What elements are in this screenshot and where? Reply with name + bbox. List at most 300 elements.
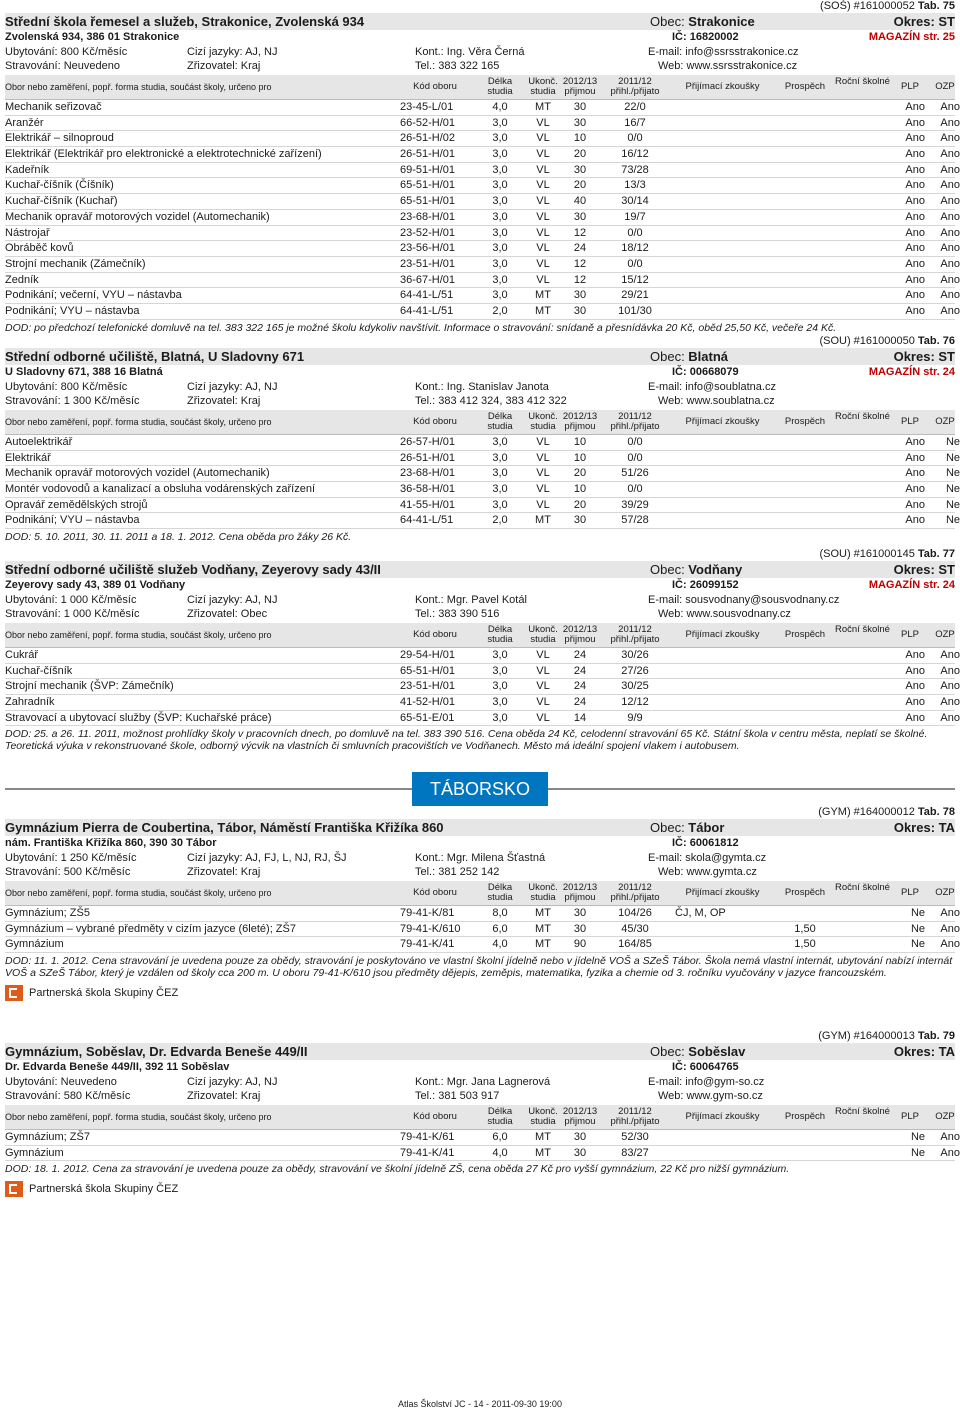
school-ref: (SOU) #161000050 Tab. 76 <box>819 335 955 347</box>
table-cell: Ano <box>940 922 960 935</box>
table-cell: 0/0 <box>627 436 643 448</box>
table-row <box>5 906 960 922</box>
table-cell: Ano <box>940 938 960 951</box>
table-cell: 29-54-H/01 <box>400 649 456 661</box>
school-address: nám. Františka Křižíka 860, 390 30 Tábor <box>5 837 217 849</box>
column-header: 2011/12 přihl./přijato <box>610 76 660 97</box>
accommodation: Ubytování: 1 250 Kč/měsíc <box>5 852 137 864</box>
partner-badge <box>5 1180 955 1198</box>
table-row <box>5 498 960 514</box>
languages: Cizí jazyky: AJ, NJ <box>187 46 278 58</box>
table-cell: 10 <box>573 451 587 464</box>
table-cell: Ano <box>940 116 960 129</box>
table-cell: 30 <box>573 1146 587 1159</box>
table-row <box>5 116 960 132</box>
table-cell: Ano <box>940 1131 960 1143</box>
table-cell: Ano <box>940 696 960 709</box>
table-cell: Kadeřník <box>5 163 50 176</box>
table-cell: 22/0 <box>624 101 646 113</box>
table-cell: Ano <box>940 304 960 317</box>
school-title-bar <box>5 13 955 30</box>
school-okres: Okres: TA <box>893 820 955 835</box>
table-cell: 3,0 <box>492 436 508 448</box>
table-cell: 16/12 <box>621 148 649 161</box>
table-number: Tab. 78 <box>917 806 955 818</box>
table-cell: 10 <box>573 483 587 496</box>
table-row <box>5 100 960 116</box>
table-cell: 12 <box>573 257 587 270</box>
school-okres: Okres: ST <box>893 349 955 364</box>
table-row <box>5 210 960 226</box>
table-cell: VL <box>536 711 550 724</box>
contact-person: Kont.: Mgr. Milena Šťastná <box>415 852 546 864</box>
table-row <box>5 1130 960 1146</box>
table-cell: 4,0 <box>492 1146 508 1159</box>
table-cell: 3,0 <box>492 664 508 677</box>
website: Web: www.ssrsstrakonice.cz <box>658 60 798 72</box>
school-obec: Obec: Tábor <box>650 820 725 835</box>
table-cell: 18/12 <box>621 242 649 255</box>
table-cell: Ne <box>945 483 960 496</box>
school-address-bar <box>5 30 955 45</box>
website: Web: www.gym-so.cz <box>658 1090 763 1102</box>
column-header: 2012/13 přijmou <box>562 76 598 97</box>
table-cell: 26-57-H/01 <box>400 436 456 448</box>
table-cell: 15/12 <box>621 273 649 286</box>
column-header: 2012/13 přijmou <box>562 624 598 645</box>
column-header: OZP <box>935 1111 955 1122</box>
school-ico: IČ: 00668079 <box>672 366 739 378</box>
table-cell: 52/30 <box>621 1131 649 1143</box>
table-cell: Ano <box>940 1146 960 1159</box>
accommodation: Ubytování: Neuvedeno <box>5 1076 117 1088</box>
table-cell: Nástrojař <box>5 226 50 239</box>
table-cell: Ano <box>940 711 960 724</box>
column-header: Kód oboru <box>413 887 457 898</box>
table-cell: 3,0 <box>492 116 508 129</box>
table-cell: VL <box>536 664 550 677</box>
school-name: Gymnázium Pierra de Coubertina, Tábor, Náměstí Františka Křižíka 860 <box>5 820 444 835</box>
languages: Cizí jazyky: AJ, NJ <box>187 594 278 606</box>
column-header: Ukonč. studia <box>528 624 558 645</box>
school-note: DOD: po předchozí telefonické domluvě na tel. 383 322 165 je možné školu kdykoliv navštívit. Informace o stravování: snídaně a přesnídávka 20 Kč, oběd 25,50 Kč, večeře 24 Kč. <box>5 321 837 334</box>
column-header: Obor nebo zaměření, popř. forma studia, součást školy, určeno pro <box>5 1112 272 1122</box>
table-cell: 27/26 <box>621 664 649 677</box>
table-cell: 0/0 <box>627 226 643 239</box>
partner-label: Partnerská škola Skupiny ČEZ <box>29 987 179 1000</box>
column-header: Přijímací zkoušky <box>685 629 760 640</box>
table-cell: 24 <box>573 680 587 693</box>
table-cell: VL <box>536 257 550 270</box>
column-header: Ukonč. studia <box>528 76 558 97</box>
column-header: Délka studia <box>487 411 513 432</box>
table-cell: Ne <box>910 1131 925 1143</box>
table-number: Tab. 79 <box>917 1030 955 1042</box>
table-cell: 3,0 <box>492 649 508 661</box>
school-note: DOD: 18. 1. 2012. Cena za stravování je uvedena pouze za obědy, stravování ve školní jídelně ZŠ, cena oběda 27 Kč pro vyšší gymnázium, 22 Kč pro nižší gymnázium. <box>5 1163 790 1176</box>
table-cell: Cukrář <box>5 649 39 661</box>
table-row <box>5 288 960 304</box>
website: Web: www.soublatna.cz <box>658 395 775 407</box>
founder: Zřizovatel: Kraj <box>187 866 261 878</box>
column-header: 2011/12 přihl./přijato <box>610 624 660 645</box>
school-address-bar <box>5 578 955 593</box>
table-cell: 1,50 <box>794 938 816 951</box>
table-cell: 19/7 <box>624 210 646 223</box>
table-cell: VL <box>536 696 550 709</box>
table-cell: 3,0 <box>492 210 508 223</box>
table-cell: Ano <box>905 498 925 511</box>
school-block <box>5 0 960 336</box>
column-header: Ukonč. studia <box>528 1106 558 1127</box>
table-cell: Ano <box>905 179 925 192</box>
school-okres: Okres: ST <box>893 562 955 577</box>
table-cell: Podnikání; VYU – nástavba <box>5 304 140 317</box>
table-cell: 30 <box>573 907 587 919</box>
column-header: Kód oboru <box>413 416 457 427</box>
contact-person: Kont.: Mgr. Pavel Kotál <box>415 594 527 606</box>
table-cell: 30/25 <box>621 680 649 693</box>
school-okres: Okres: TA <box>893 1044 955 1059</box>
table-row <box>5 937 960 953</box>
email: E-mail: info@gym-so.cz <box>648 1076 765 1088</box>
table-cell: 0/0 <box>627 257 643 270</box>
table-cell: 69-51-H/01 <box>400 163 456 176</box>
catering: Stravování: 500 Kč/měsíc <box>5 866 131 878</box>
table-cell: Ano <box>940 132 960 145</box>
table-cell: Ano <box>905 257 925 270</box>
table-cell: 0/0 <box>627 483 643 496</box>
table-cell: VL <box>536 680 550 693</box>
table-cell: 23-68-H/01 <box>400 467 456 480</box>
table-cell: Kuchař-číšník <box>5 664 73 677</box>
school-info-row-1 <box>5 45 955 59</box>
table-cell: 3,0 <box>492 483 508 496</box>
languages: Cizí jazyky: AJ, FJ, L, NJ, RJ, ŠJ <box>187 852 347 864</box>
table-cell: VL <box>536 467 550 480</box>
table-header <box>5 623 955 648</box>
contact-person: Kont.: Ing. Stanislav Janota <box>415 381 549 393</box>
table-cell: Ano <box>940 179 960 192</box>
table-cell: Ne <box>945 467 960 480</box>
table-cell: Ano <box>940 163 960 176</box>
table-cell: Mechanik seřizovač <box>5 101 102 113</box>
table-cell: Ano <box>940 210 960 223</box>
table-cell: 79-41-K/61 <box>400 1131 455 1143</box>
table-cell: 3,0 <box>492 179 508 192</box>
school-note: DOD: 25. a 26. 11. 2011, možnost prohlídky školy v pracovních dnech, po domluvě na tel. 383 390 516. Cena oběda 24 Kč, celodenní stravování 65 Kč. Státní škola v centru města, neplatí se školné. Teoretická výuka v rekonstruované škole, odborný výcvik na vlastních či smluvních pracovištích ve Vodňanech. Město má ideální spojení vlakem i autobusem. <box>5 728 928 753</box>
column-header: PLP <box>901 887 919 898</box>
table-row <box>5 131 960 147</box>
school-obec: Obec: Soběslav <box>650 1044 746 1059</box>
table-cell: 29/21 <box>621 289 649 302</box>
table-cell: MT <box>535 289 551 302</box>
table-cell: 3,0 <box>492 132 508 145</box>
column-header: Roční školné <box>835 76 890 87</box>
table-cell: Ano <box>940 101 960 113</box>
table-cell: VL <box>536 179 550 192</box>
table-cell: 16/7 <box>624 116 646 129</box>
cez-logo-icon <box>5 985 23 1001</box>
table-cell: 64-41-L/51 <box>400 289 454 302</box>
column-header: 2011/12 přihl./přijato <box>610 882 660 903</box>
column-header: Přijímací zkoušky <box>685 416 760 427</box>
table-cell: VL <box>536 649 550 661</box>
table-cell: 36-67-H/01 <box>400 273 456 286</box>
table-cell: 3,0 <box>492 289 508 302</box>
table-cell: 23-68-H/01 <box>400 210 456 223</box>
table-cell: 24 <box>573 696 587 709</box>
email: E-mail: skola@gymta.cz <box>648 852 767 864</box>
table-cell: 26-51-H/01 <box>400 148 456 161</box>
table-cell: 23-52-H/01 <box>400 226 456 239</box>
table-cell: VL <box>536 226 550 239</box>
table-cell: 65-51-H/01 <box>400 179 456 192</box>
table-cell: 101/30 <box>618 304 652 317</box>
table-row <box>5 466 960 482</box>
table-cell: 20 <box>573 498 587 511</box>
school-ref: (SOU) #161000145 Tab. 77 <box>819 548 955 560</box>
table-cell: MT <box>535 922 551 935</box>
table-cell: 66-52-H/01 <box>400 116 456 129</box>
school-ico: IČ: 60061812 <box>672 837 739 849</box>
column-header: Prospěch <box>784 887 826 898</box>
table-cell: 12 <box>573 226 587 239</box>
table-cell: Ne <box>945 451 960 464</box>
table-cell: 79-41-K/81 <box>400 907 455 919</box>
school-okres: Okres: ST <box>893 14 955 29</box>
table-cell: Gymnázium <box>5 938 64 951</box>
column-header: 2011/12 přihl./přijato <box>610 1106 660 1127</box>
column-header: Obor nebo zaměření, popř. forma studia, součást školy, určeno pro <box>5 417 272 427</box>
table-row <box>5 304 960 320</box>
table-row <box>5 679 960 695</box>
website: Web: www.sousvodnany.cz <box>658 608 791 620</box>
table-cell: Ne <box>910 938 925 951</box>
table-cell: VL <box>536 210 550 223</box>
table-cell: 4,0 <box>492 938 508 951</box>
table-cell: Ano <box>905 195 925 208</box>
table-cell: 30 <box>573 210 587 223</box>
table-cell: Podnikání; VYU – nástavba <box>5 514 140 527</box>
table-cell: 3,0 <box>492 195 508 208</box>
table-cell: 3,0 <box>492 242 508 255</box>
column-header: Roční školné <box>835 1106 890 1117</box>
table-cell: Kuchař-číšník (Číšník) <box>5 179 114 192</box>
contact-person: Kont.: Mgr. Jana Lagnerová <box>415 1076 551 1088</box>
table-cell: 9/9 <box>627 711 643 724</box>
school-name: Gymnázium, Soběslav, Dr. Edvarda Beneše 449/II <box>5 1044 308 1059</box>
table-cell: 64-41-L/51 <box>400 304 454 317</box>
table-cell: Mechanik opravář motorových vozidel (Automechanik) <box>5 210 270 223</box>
table-row <box>5 482 960 498</box>
table-cell: Kuchař-číšník (Kuchař) <box>5 195 118 208</box>
obec-label: Obec: <box>650 562 689 577</box>
school-name: Střední škola řemesel a služeb, Strakonice, Zvolenská 934 <box>5 14 365 29</box>
table-cell: 79-41-K/41 <box>400 938 455 951</box>
table-cell: VL <box>536 116 550 129</box>
table-cell: 41-52-H/01 <box>400 696 456 709</box>
table-cell: 26-51-H/01 <box>400 451 456 464</box>
table-cell: VL <box>536 498 550 511</box>
table-cell: Ano <box>940 242 960 255</box>
school-note: DOD: 5. 10. 2011, 30. 11. 2011 a 18. 1. 2012. Cena oběda pro žáky 26 Kč. <box>5 531 352 544</box>
column-header: Délka studia <box>487 624 513 645</box>
obec-label: Obec: <box>650 349 689 364</box>
table-cell: Autoelektrikář <box>5 436 73 448</box>
table-row <box>5 922 960 938</box>
table-cell: Ano <box>905 451 925 464</box>
table-row <box>5 711 960 727</box>
school-block <box>5 806 960 1002</box>
table-cell: Ano <box>940 226 960 239</box>
website: Web: www.gymta.cz <box>658 866 757 878</box>
languages: Cizí jazyky: AJ, NJ <box>187 381 278 393</box>
table-cell: Zedník <box>5 273 39 286</box>
table-row <box>5 147 960 163</box>
table-cell: 65-51-E/01 <box>400 711 455 724</box>
table-cell: Ano <box>905 696 925 709</box>
table-cell: Ano <box>940 907 960 919</box>
table-cell: 10 <box>573 436 587 448</box>
table-number: Tab. 76 <box>917 335 955 347</box>
school-note: DOD: 11. 1. 2012. Cena stravování je uvedena pouze za obědy, stravování je poskytováno ve vlastní školní jídelně nebo v jídelně VOŠ a SZeŠ Tábor. Škola nemá vlastní internát, ubytování nabízí internát VOŠ a SZeŠ Tábor, který je vzdálen od školy cca 200 m. U oboru 79-41-K/610 jsou předměty dějepis, zeměpis, matematika, fyzika a chemie od 3. ročníku vyučovány v jazyce francouzském. <box>5 955 953 980</box>
table-cell: 79-41-K/610 <box>400 922 461 935</box>
column-header: Obor nebo zaměření, popř. forma studia, součást školy, určeno pro <box>5 630 272 640</box>
table-cell: Ne <box>945 498 960 511</box>
table-cell: Podnikání; večerní, VYU – nástavba <box>5 289 182 302</box>
school-info-row-2 <box>5 59 955 73</box>
table-cell: 51/26 <box>621 467 649 480</box>
table-cell: Ano <box>905 680 925 693</box>
founder: Zřizovatel: Kraj <box>187 1090 261 1102</box>
table-cell: Stravovací a ubytovací služby (ŠVP: Kuchařské práce) <box>5 711 272 724</box>
table-cell: Ano <box>940 680 960 693</box>
table-cell: 164/85 <box>618 938 652 951</box>
school-ico: IČ: 26099152 <box>672 579 739 591</box>
catering: Stravování: Neuvedeno <box>5 60 120 72</box>
table-cell: 20 <box>573 179 587 192</box>
table-cell: Ano <box>905 132 925 145</box>
table-cell: 30/26 <box>621 649 649 661</box>
table-cell: VL <box>536 195 550 208</box>
table-cell: VL <box>536 242 550 255</box>
school-ref: (GYM) #164000012 Tab. 78 <box>818 806 955 818</box>
school-title-bar <box>5 819 955 836</box>
table-cell: 2,0 <box>492 304 508 317</box>
founder: Zřizovatel: Obec <box>187 608 268 620</box>
founder: Zřizovatel: Kraj <box>187 60 261 72</box>
table-cell: 20 <box>573 467 587 480</box>
column-header: Přijímací zkoušky <box>685 81 760 92</box>
school-title-bar <box>5 1043 955 1060</box>
table-cell: VL <box>536 273 550 286</box>
partner-badge <box>5 984 955 1002</box>
column-header: Kód oboru <box>413 81 457 92</box>
column-header: Roční školné <box>835 411 890 422</box>
phone: Tel.: 383 412 324, 383 412 322 <box>415 395 567 407</box>
school-block <box>5 335 960 545</box>
table-cell: VL <box>536 436 550 448</box>
table-header <box>5 1105 955 1130</box>
table-cell: 39/29 <box>621 498 649 511</box>
table-cell: Ne <box>910 907 925 919</box>
table-cell: Ano <box>940 148 960 161</box>
table-cell: 3,0 <box>492 148 508 161</box>
page-footer: Atlas Školství JC - 14 - 2011-09-30 19:00 <box>398 1399 562 1409</box>
table-cell: 57/28 <box>621 514 649 527</box>
table-cell: 79-41-K/41 <box>400 1146 455 1159</box>
phone: Tel.: 383 390 516 <box>415 608 500 620</box>
column-header: 2012/13 přijmou <box>562 1106 598 1127</box>
accommodation: Ubytování: 1 000 Kč/měsíc <box>5 594 137 606</box>
table-row <box>5 163 960 179</box>
column-header: Roční školné <box>835 624 890 635</box>
table-cell: Ano <box>905 664 925 677</box>
column-header: 2011/12 přihl./přijato <box>610 411 660 432</box>
table-cell: Obráběč kovů <box>5 242 74 255</box>
column-header: Obor nebo zaměření, popř. forma studia, součást školy, určeno pro <box>5 888 272 898</box>
accommodation: Ubytování: 800 Kč/měsíc <box>5 46 128 58</box>
table-cell: 23-45-L/01 <box>400 101 454 113</box>
table-cell: 14 <box>573 711 587 724</box>
school-address-bar <box>5 365 955 380</box>
phone: Tel.: 381 252 142 <box>415 866 500 878</box>
school-name: Střední odborné učiliště služeb Vodňany, Zeyerovy sady 43/II <box>5 562 381 577</box>
school-block <box>5 1030 960 1198</box>
accommodation: Ubytování: 800 Kč/měsíc <box>5 381 128 393</box>
table-row <box>5 664 960 680</box>
table-cell: 20 <box>573 148 587 161</box>
table-cell: VL <box>536 163 550 176</box>
column-header: Ukonč. studia <box>528 882 558 903</box>
table-cell: Ano <box>905 304 925 317</box>
column-header: Obor nebo zaměření, popř. forma studia, součást školy, určeno pro <box>5 82 272 92</box>
table-cell: Ano <box>905 101 925 113</box>
table-cell: Ne <box>910 922 925 935</box>
table-row <box>5 695 960 711</box>
table-cell: Ne <box>910 1146 925 1159</box>
table-cell: 3,0 <box>492 273 508 286</box>
magazine-link: MAGAZÍN str. 24 <box>868 579 955 591</box>
partner-label: Partnerská škola Skupiny ČEZ <box>29 1183 179 1196</box>
table-cell: Elektrikář <box>5 451 51 464</box>
table-cell: 3,0 <box>492 451 508 464</box>
email: E-mail: info@soublatna.cz <box>648 381 776 393</box>
email: E-mail: info@ssrsstrakonice.cz <box>648 46 799 58</box>
table-cell: 64-41-L/51 <box>400 514 454 527</box>
table-cell: MT <box>535 1146 551 1159</box>
obec-label: Obec: <box>650 14 689 29</box>
table-cell: Ano <box>905 514 925 527</box>
table-cell: MT <box>535 907 551 919</box>
table-cell: 24 <box>573 664 587 677</box>
school-ico: IČ: 16820002 <box>672 31 739 43</box>
table-row <box>5 178 960 194</box>
cez-logo-icon <box>5 1181 23 1197</box>
table-cell: 30 <box>573 304 587 317</box>
table-cell: 30 <box>573 163 587 176</box>
school-title-bar <box>5 561 955 578</box>
table-header <box>5 75 955 100</box>
school-block <box>5 548 960 754</box>
table-cell: 30 <box>573 514 587 527</box>
table-cell: 3,0 <box>492 226 508 239</box>
school-info-row-2 <box>5 1089 955 1103</box>
table-cell: Ano <box>905 711 925 724</box>
table-cell: MT <box>535 304 551 317</box>
obec-label: Obec: <box>650 820 689 835</box>
